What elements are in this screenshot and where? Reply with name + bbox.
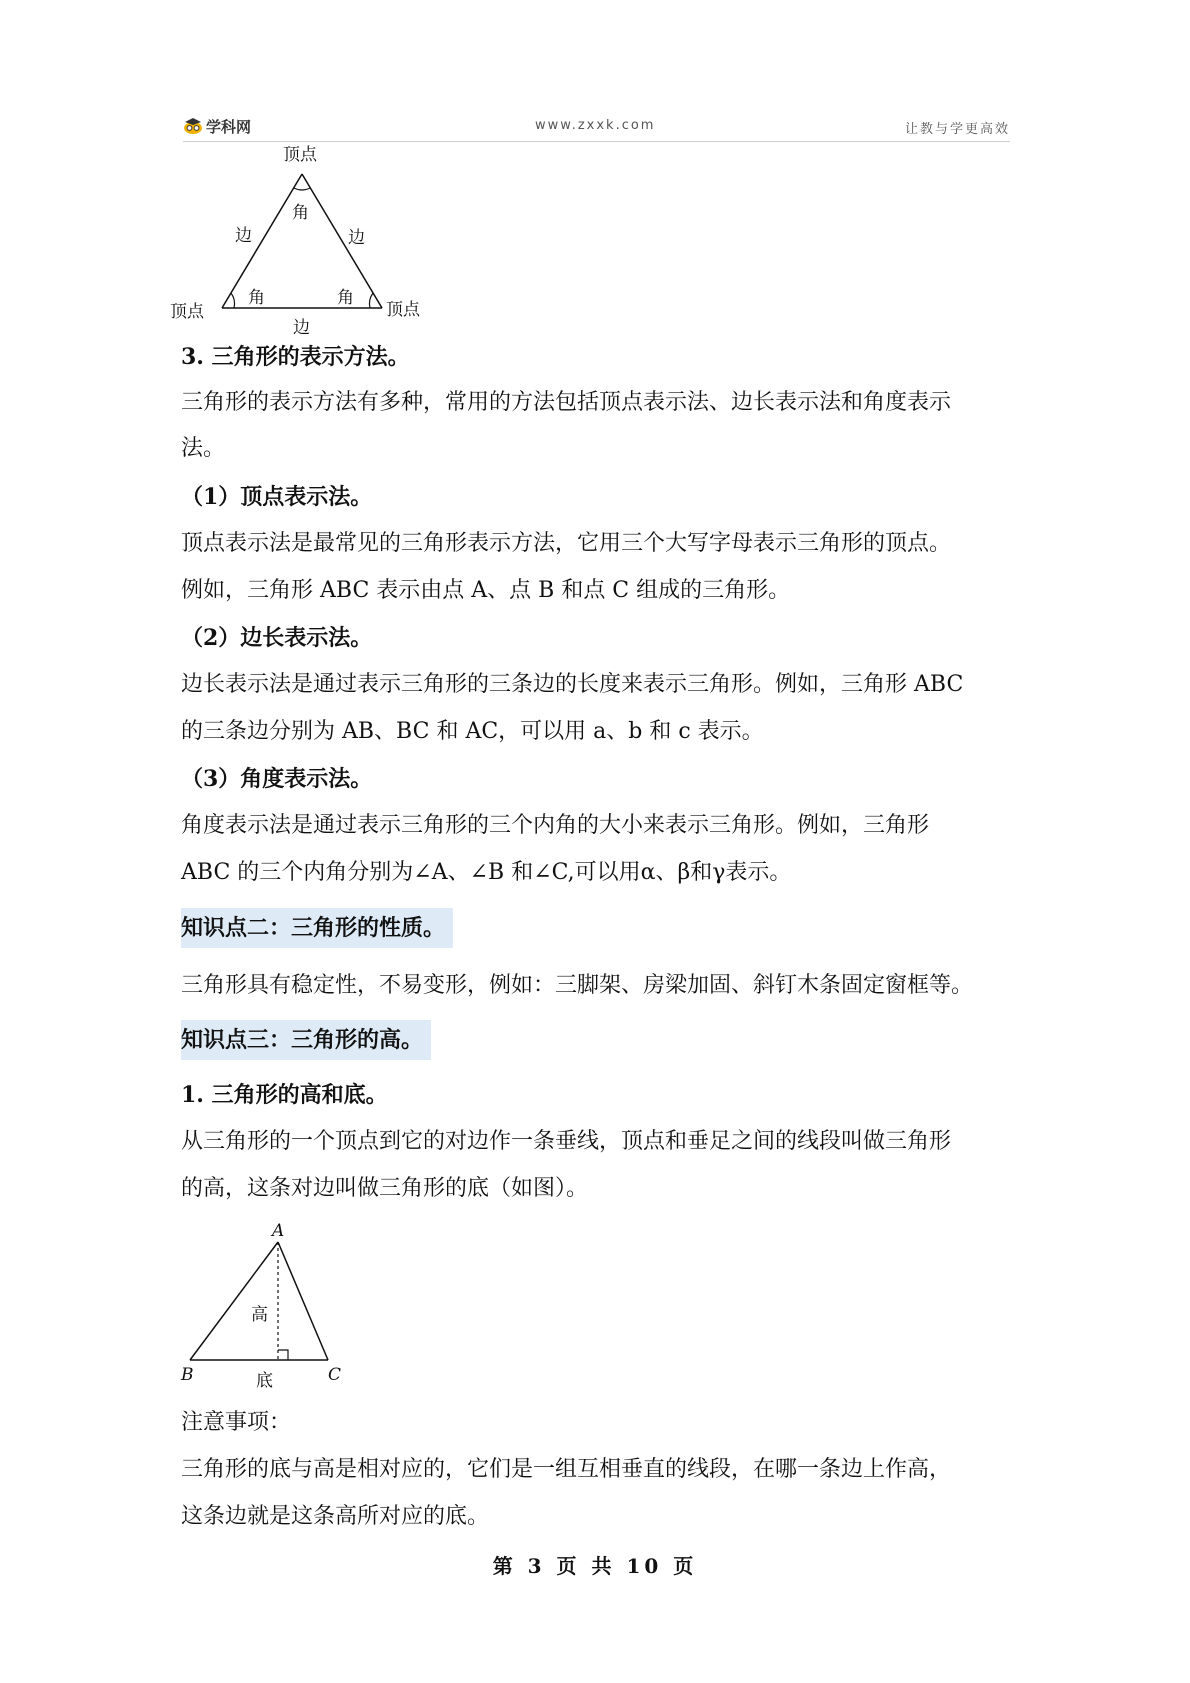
logo-icon (183, 117, 203, 135)
vertex-b-label: B (181, 1365, 194, 1385)
method-2-line-2: 的三条边分别为 AB、BC 和 AC，可以用 a、b 和 c 表示。 (181, 719, 764, 744)
height-section-line-1: 从三角形的一个顶点到它的对边作一条垂线，顶点和垂足之间的线段叫做三角形 (181, 1129, 952, 1154)
knowledge-point-3-title: 知识点三：三角形的高。 (181, 1020, 431, 1060)
method-2-line-1: 边长表示法是通过表示三角形的三条边的长度来表示三角形。例如，三角形 ABC (181, 672, 964, 697)
knowledge-point-2-line-1: 三角形具有稳定性，不易变形，例如：三脚架、房梁加固、斜钉木条固定窗框等。 (181, 973, 974, 998)
base-label: 底 (256, 1371, 273, 1388)
vertex-right-label: 顶点 (386, 300, 420, 320)
section-3-paragraph-line-1: 三角形的表示方法有多种，常用的方法包括顶点表示法、边长表示法和角度表示 (181, 390, 952, 415)
page-header (183, 115, 1010, 142)
method-1-title: （1）顶点表示法。 (181, 484, 373, 510)
method-1-line-1: 顶点表示法是最常见的三角形表示方法，它用三个大写字母表示三角形的顶点。 (181, 531, 952, 556)
angle-left-label: 角 (248, 288, 265, 308)
note-line-2: 这条边就是这条高所对应的底。 (181, 1504, 490, 1529)
method-1-line-2: 例如，三角形 ABC 表示由点 A、点 B 和点 C 组成的三角形。 (181, 578, 791, 603)
vertex-left-label: 顶点 (170, 302, 204, 322)
note-line-1: 三角形的底与高是相对应的，它们是一组互相垂直的线段，在哪一条边上作高， (181, 1457, 952, 1482)
method-3-line-2: ABC 的三个内角分别为∠A、∠B 和∠C,可以用α、β和γ表示。 (181, 860, 792, 885)
angle-top-label: 角 (292, 203, 309, 223)
note-title: 注意事项： (181, 1410, 292, 1435)
triangle-height-figure (178, 1218, 358, 1388)
vertex-a-label: A (272, 1221, 285, 1241)
method-3-line-1: 角度表示法是通过表示三角形的三个内角的大小来表示三角形。例如，三角形 (181, 813, 930, 838)
height-section-line-2: 的高，这条对边叫做三角形的底（如图）。 (181, 1176, 589, 1201)
side-left-label: 边 (235, 226, 252, 246)
vertex-c-label: C (328, 1365, 342, 1385)
triangle-parts-figure (170, 140, 430, 340)
logo-text: 学科网 (206, 117, 252, 136)
height-section-title: 1. 三角形的高和底。 (181, 1082, 388, 1108)
method-3-title: （3）角度表示法。 (181, 766, 373, 792)
section-3-title: 3. 三角形的表示方法。 (181, 344, 410, 370)
height-label: 高 (251, 1305, 268, 1325)
side-right-label: 边 (348, 228, 365, 248)
section-3-paragraph-line-2: 法。 (181, 436, 226, 461)
vertex-top-label: 顶点 (283, 145, 317, 165)
logo (183, 115, 251, 137)
method-2-title: （2）边长表示法。 (181, 625, 373, 651)
site-url: www.zxxk.com (535, 118, 656, 133)
side-bottom-label: 边 (293, 318, 310, 338)
page-number: 第 3 页 共 10 页 (492, 1554, 698, 1578)
knowledge-point-2-title: 知识点二：三角形的性质。 (181, 908, 453, 948)
angle-right-label: 角 (337, 288, 354, 308)
slogan: 让教与学更高效 (904, 122, 1010, 137)
